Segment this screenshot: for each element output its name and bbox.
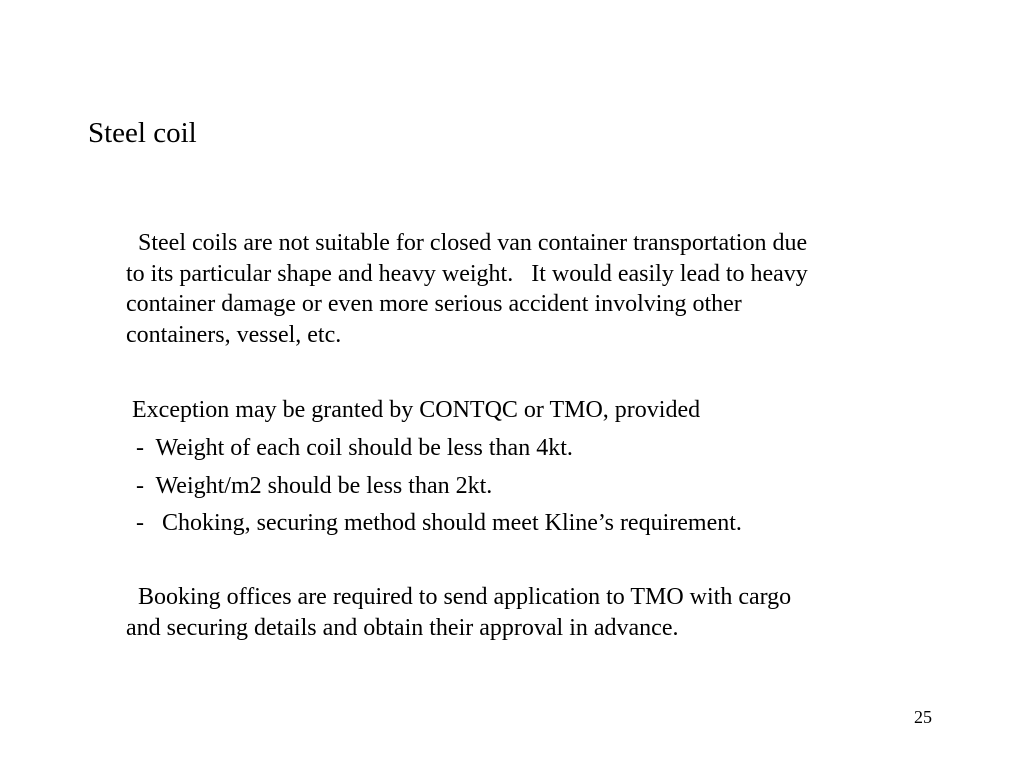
intro-paragraph: [126, 228, 956, 350]
booking-paragraph: [126, 582, 956, 643]
paragraph-line: Steel coils are not suitable for closed van container transportation due: [126, 230, 808, 256]
paragraph-line: to its particular shape and heavy weight. It would easily lead to heavy: [126, 260, 808, 287]
slide-title: Steel coil: [88, 117, 197, 149]
page-number: 25: [914, 707, 932, 727]
paragraph-line: containers, vessel, etc.: [126, 321, 342, 348]
paragraph-line: Booking offices are required to send application to TMO with cargo: [126, 584, 792, 610]
condition-item: - Choking, securing method should meet Kline’s requirement.: [136, 510, 742, 536]
condition-item: - Weight/m2 should be less than 2kt.: [136, 472, 493, 499]
exception-intro: Exception may be granted by CONTQC or TMO, provided: [132, 397, 701, 423]
conditions-list: [136, 433, 742, 546]
paragraph-line: container damage or even more serious accident involving other: [126, 291, 742, 317]
condition-item: - Weight of each coil should be less than 4kt.: [136, 435, 573, 461]
paragraph-line: and securing details and obtain their approval in advance.: [126, 614, 679, 641]
